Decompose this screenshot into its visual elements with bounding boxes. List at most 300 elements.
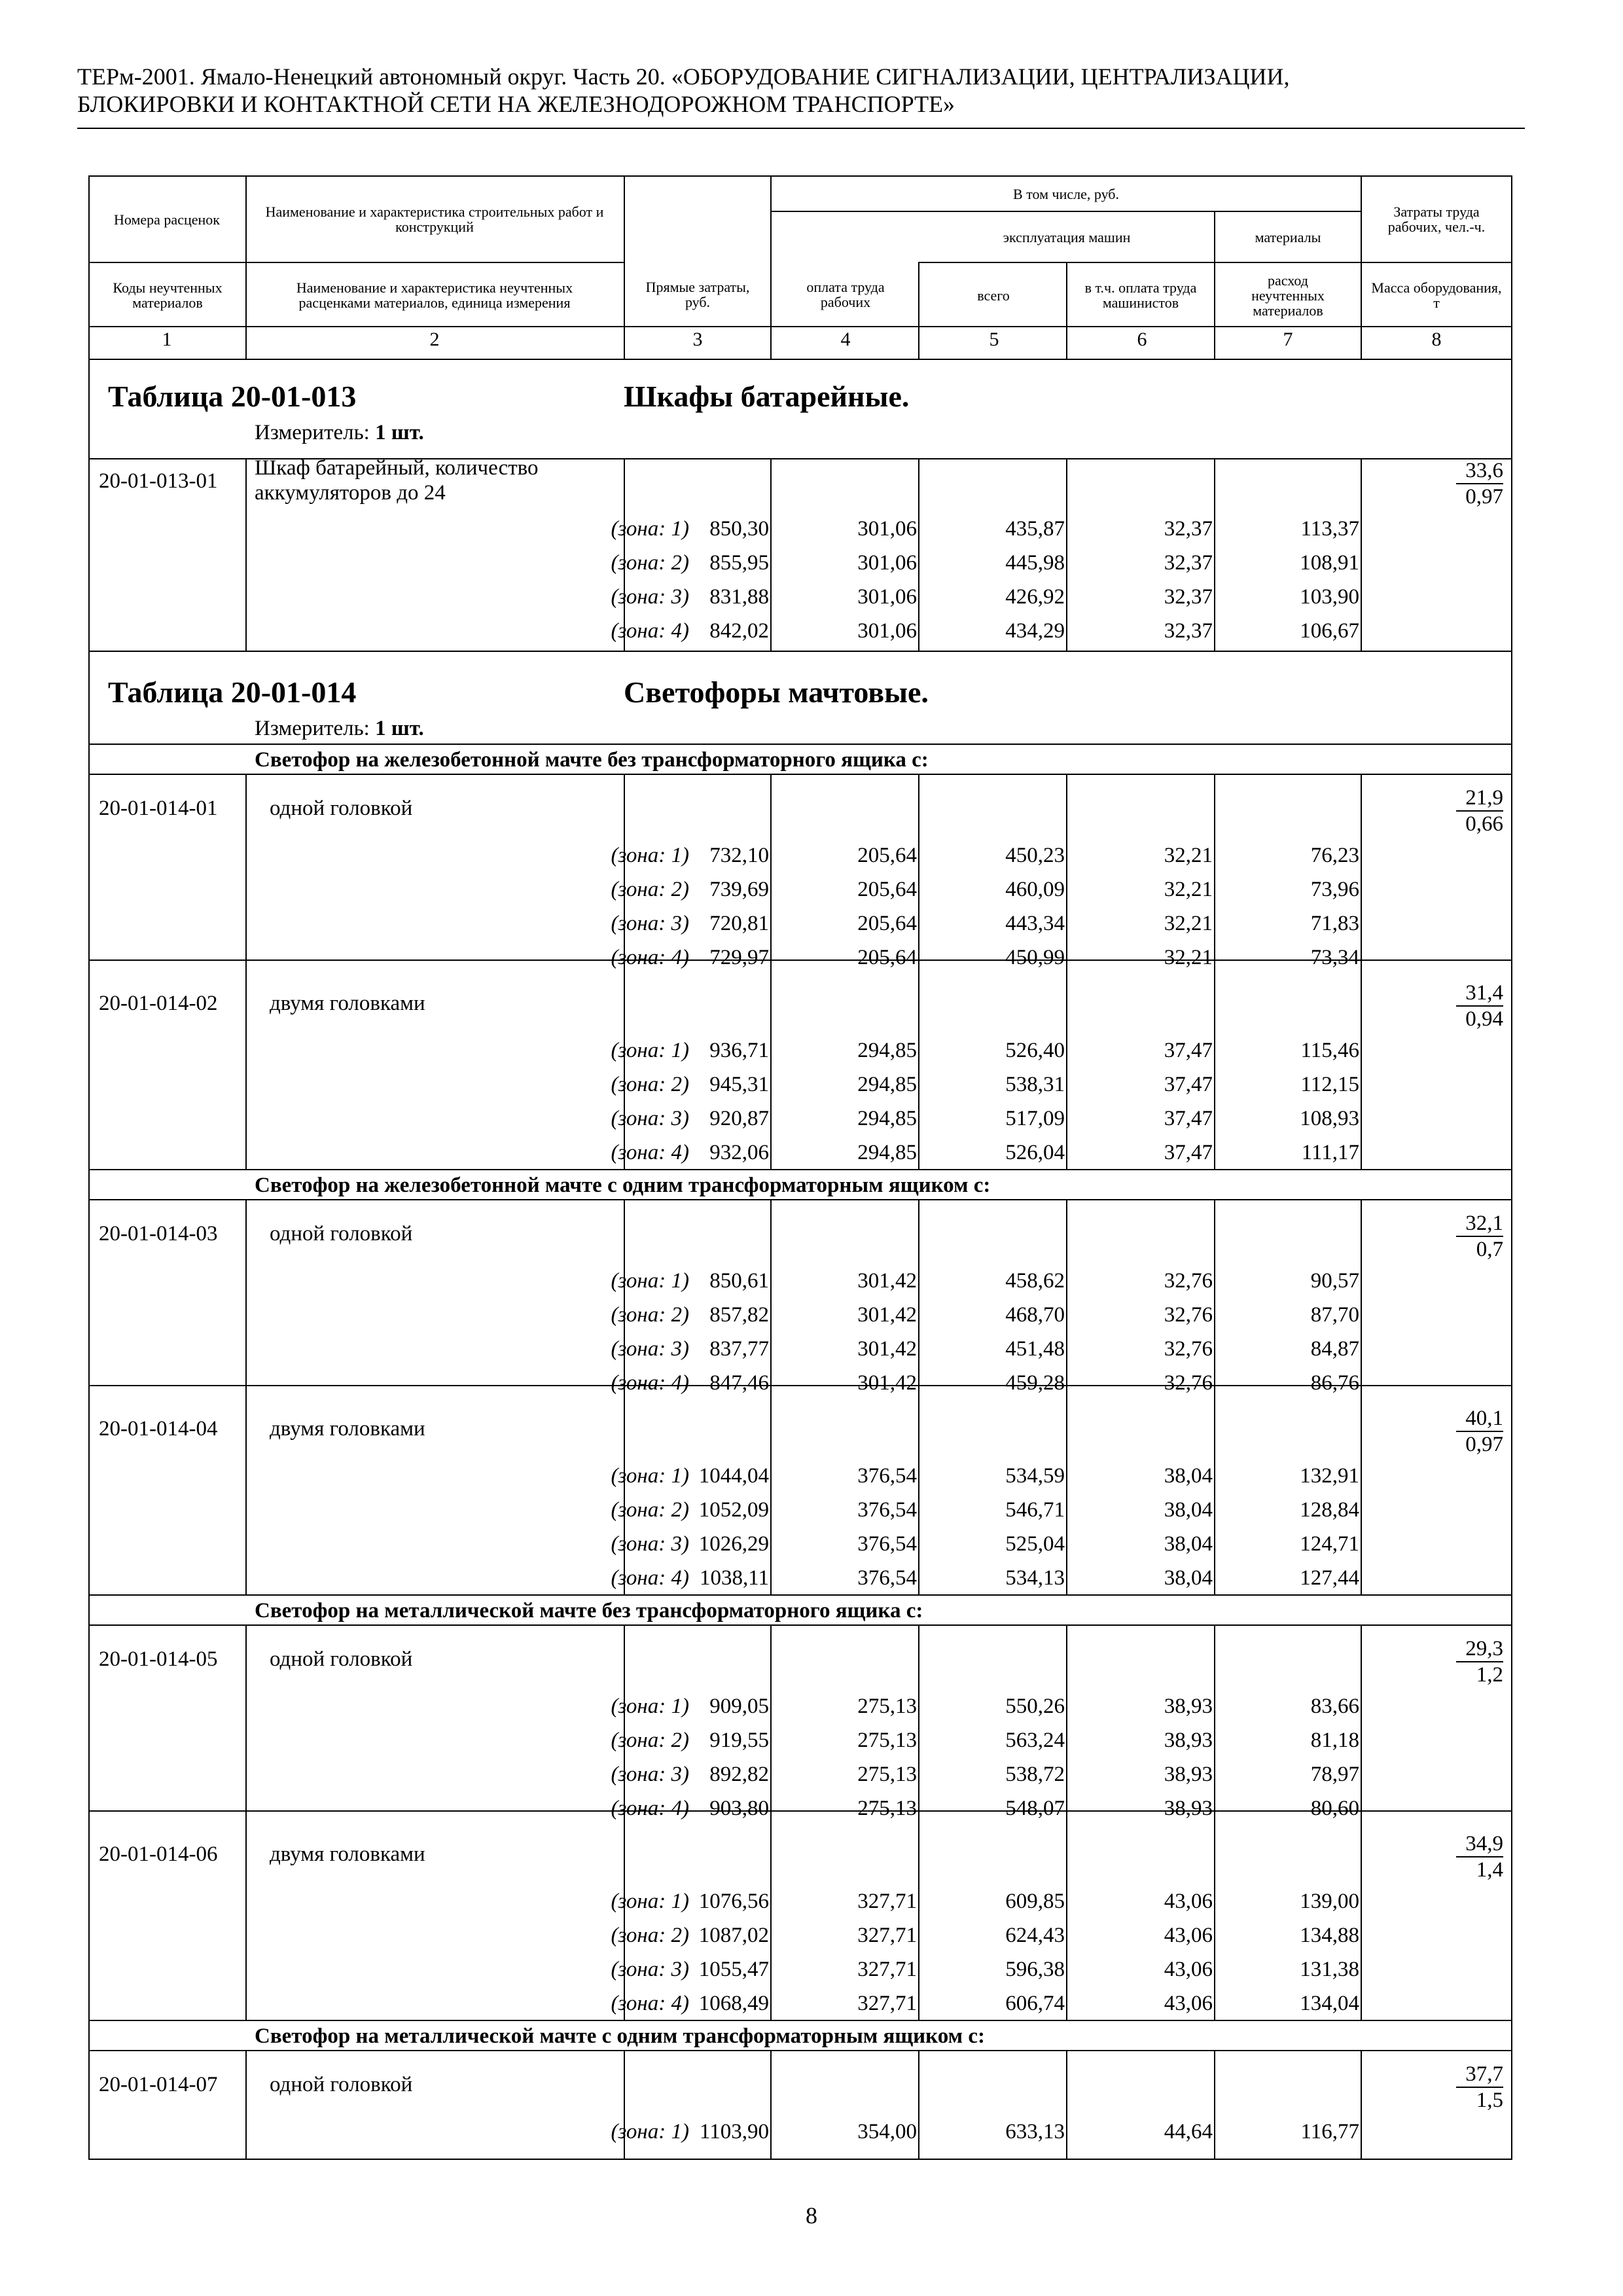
grid-hline: [90, 458, 1511, 459]
zone-label: (зона: 4): [611, 1141, 689, 1164]
value-machines: 633,13: [1005, 2120, 1065, 2144]
value-machines: 606,74: [1005, 1992, 1065, 2015]
value-machinist: 43,06: [1164, 1958, 1213, 1981]
value-direct: 920,87: [709, 1107, 769, 1130]
value-materials: 115,46: [1300, 1039, 1359, 1062]
value-direct: 1026,29: [698, 1532, 769, 1556]
value-materials: 86,76: [1310, 1371, 1359, 1395]
value-machines: 458,62: [1005, 1269, 1065, 1293]
value-wages: 301,42: [857, 1371, 917, 1395]
value-direct: 909,05: [709, 1695, 769, 1718]
rate-code: 20-01-014-07: [99, 2073, 218, 2096]
value-machinist: 38,93: [1164, 1797, 1213, 1820]
zone-label: (зона: 1): [611, 1464, 689, 1488]
value-materials: 84,87: [1310, 1337, 1359, 1361]
value-wages: 376,54: [857, 1498, 917, 1522]
grid-vline: [1361, 1199, 1362, 1385]
grid-vline: [1066, 458, 1067, 651]
grid-vline: [624, 1810, 625, 2020]
grid-hline: [90, 359, 1511, 360]
value-direct: 855,95: [709, 551, 769, 575]
col-number: 5: [989, 329, 999, 350]
value-materials: 113,37: [1300, 517, 1359, 541]
grid-vline: [624, 177, 625, 326]
zone-label: (зона: 1): [611, 2120, 689, 2144]
rate-name: Шкаф батарейный, количество: [255, 456, 539, 480]
grid-vline: [624, 960, 625, 1169]
grid-vline: [918, 458, 919, 651]
value-direct: 831,88: [709, 585, 769, 609]
grid-vline: [1066, 1199, 1067, 1385]
grid-hline: [90, 1594, 1511, 1596]
value-machines: 459,28: [1005, 1371, 1065, 1395]
labor-value: 40,1: [1456, 1406, 1503, 1432]
grid-vline: [918, 262, 919, 359]
grid-hline: [90, 744, 1511, 745]
labor-value: 34,9: [1456, 1831, 1503, 1857]
grid-hline: [90, 2020, 1511, 2021]
zone-label: (зона: 1): [611, 517, 689, 541]
value-direct: 1055,47: [698, 1958, 769, 1981]
mass-value: 0,7: [1476, 1238, 1503, 1261]
value-materials: 87,70: [1310, 1303, 1359, 1327]
zone-label: (зона: 3): [611, 1107, 689, 1130]
labor-mass-fraction: [1456, 980, 1503, 1031]
mass-value: 0,94: [1465, 1007, 1503, 1031]
grid-vline: [1214, 1810, 1215, 2020]
grid-vline: [1361, 1810, 1362, 2020]
value-materials: 111,17: [1301, 1141, 1359, 1164]
value-machines: 538,31: [1005, 1073, 1065, 1096]
rate-code: 20-01-013-01: [99, 469, 218, 493]
col-codes-header: Номера расценок: [114, 211, 220, 228]
value-machines: 426,92: [1005, 585, 1065, 609]
value-materials: 78,97: [1310, 1763, 1359, 1786]
value-wages: 294,85: [857, 1073, 917, 1096]
value-machinist: 32,37: [1164, 551, 1213, 575]
grid-vline: [770, 2050, 772, 2159]
value-machinist: 32,21: [1164, 946, 1213, 969]
value-direct: 945,31: [709, 1073, 769, 1096]
value-materials: 128,84: [1300, 1498, 1359, 1522]
value-wages: 205,64: [857, 912, 917, 935]
value-machines: 468,70: [1005, 1303, 1065, 1327]
value-materials: 103,90: [1300, 585, 1359, 609]
value-machines: 534,13: [1005, 1566, 1065, 1590]
value-direct: 1103,90: [699, 2120, 769, 2144]
grid-vline: [245, 1624, 247, 1810]
zone-label: (зона: 1): [611, 1269, 689, 1293]
value-wages: 301,06: [857, 585, 917, 609]
grid-hline: [90, 1624, 1511, 1626]
col-codes-unaccounted-header: Коды неучтенных материалов: [113, 279, 223, 311]
col-wages-header: оплата труда рабочих: [806, 279, 885, 310]
col-including-header: В том числе, руб.: [1013, 185, 1119, 202]
zone-label: (зона: 2): [611, 1073, 689, 1096]
measure-unit: Измеритель: 1 шт.: [255, 421, 424, 444]
value-wages: 376,54: [857, 1532, 917, 1556]
value-wages: 275,13: [857, 1763, 917, 1786]
value-wages: 301,42: [857, 1269, 917, 1293]
page-number: 8: [806, 2202, 817, 2229]
labor-mass-fraction: [1456, 1636, 1503, 1687]
value-wages: 301,06: [857, 517, 917, 541]
value-machinist: 38,04: [1164, 1532, 1213, 1556]
value-machinist: 43,06: [1164, 1924, 1213, 1947]
value-materials: 108,91: [1300, 551, 1359, 575]
value-machines: 546,71: [1005, 1498, 1065, 1522]
grid-vline: [918, 1385, 919, 1594]
grid-vline: [245, 2050, 247, 2159]
value-wages: 294,85: [857, 1141, 917, 1164]
value-wages: 327,71: [857, 1958, 917, 1981]
value-machines: 596,38: [1005, 1958, 1065, 1981]
zone-label: (зона: 3): [611, 1532, 689, 1556]
col-number: 6: [1137, 329, 1147, 350]
grid-vline: [1361, 1624, 1362, 1810]
value-materials: 73,34: [1310, 946, 1359, 969]
value-wages: 376,54: [857, 1464, 917, 1488]
value-machines: 434,29: [1005, 619, 1065, 643]
grid-vline: [770, 774, 772, 960]
grid-hline: [90, 1169, 1511, 1170]
grid-vline: [1361, 774, 1362, 960]
value-machinist: 32,76: [1164, 1337, 1213, 1361]
value-machinist: 43,06: [1164, 1992, 1213, 2015]
col-materials-unaccounted-header: расход неучтенных материалов: [1251, 272, 1325, 319]
value-wages: 205,64: [857, 946, 917, 969]
grid-vline: [1066, 1385, 1067, 1594]
value-wages: 376,54: [857, 1566, 917, 1590]
value-wages: 354,00: [857, 2120, 917, 2144]
grid-vline: [1214, 1199, 1215, 1385]
value-machinist: 38,93: [1164, 1695, 1213, 1718]
value-machinist: 32,21: [1164, 844, 1213, 867]
zone-label: (зона: 4): [611, 619, 689, 643]
section-heading: Светофор на железобетонной мачте без трансформаторного ящика с:: [255, 748, 929, 772]
value-materials: 73,96: [1310, 878, 1359, 901]
rate-name: одной головкой: [270, 1647, 413, 1671]
labor-value: 29,3: [1456, 1636, 1503, 1662]
rate-name: двумя головками: [270, 1842, 425, 1866]
value-machinist: 32,21: [1164, 878, 1213, 901]
grid-vline: [918, 1810, 919, 2020]
value-direct: 932,06: [709, 1141, 769, 1164]
value-wages: 327,71: [857, 1890, 917, 1913]
value-machinist: 38,93: [1164, 1763, 1213, 1786]
grid-vline: [770, 1810, 772, 2020]
value-materials: 124,71: [1300, 1532, 1359, 1556]
mass-value: 1,4: [1476, 1858, 1503, 1882]
value-direct: 720,81: [709, 912, 769, 935]
grid-hline: [1361, 262, 1511, 263]
value-materials: 127,44: [1300, 1566, 1359, 1590]
grid-vline: [245, 1199, 247, 1385]
col-number: 8: [1431, 329, 1442, 350]
value-direct: 857,82: [709, 1303, 769, 1327]
value-wages: 275,13: [857, 1695, 917, 1718]
value-wages: 275,13: [857, 1797, 917, 1820]
value-machinist: 37,47: [1164, 1039, 1213, 1062]
value-machines: 443,34: [1005, 912, 1065, 935]
table-name: Светофоры мачтовые.: [624, 675, 929, 709]
value-machines: 563,24: [1005, 1729, 1065, 1752]
value-materials: 106,67: [1300, 619, 1359, 643]
section-heading: Светофор на железобетонной мачте с одним трансформаторным ящиком с:: [255, 1174, 991, 1197]
col-name-header: Наименование и характеристика строительных работ и конструкций: [265, 204, 604, 235]
value-materials: 108,93: [1300, 1107, 1359, 1130]
col-number: 1: [162, 329, 172, 350]
rate-code: 20-01-014-02: [99, 992, 218, 1015]
value-direct: 919,55: [709, 1729, 769, 1752]
col-machines-total-header: всего: [977, 287, 1010, 304]
value-materials: 134,04: [1300, 1992, 1359, 2015]
grid-hline: [90, 960, 1511, 961]
section-heading: Светофор на металлической мачте без трансформаторного ящика с:: [255, 1599, 923, 1623]
labor-mass-fraction: [1456, 785, 1503, 836]
zone-label: (зона: 4): [611, 1992, 689, 2015]
value-machinist: 37,47: [1164, 1073, 1213, 1096]
value-wages: 275,13: [857, 1729, 917, 1752]
grid-hline: [247, 262, 624, 263]
labor-value: 32,1: [1456, 1211, 1503, 1237]
rate-code: 20-01-014-06: [99, 1842, 218, 1866]
zone-label: (зона: 4): [611, 1371, 689, 1395]
value-machines: 525,04: [1005, 1532, 1065, 1556]
grid-vline: [624, 326, 625, 359]
grid-vline: [245, 960, 247, 1169]
value-machines: 450,99: [1005, 946, 1065, 969]
value-machines: 451,48: [1005, 1337, 1065, 1361]
labor-value: 37,7: [1456, 2062, 1503, 2088]
col-number: 2: [429, 329, 440, 350]
labor-mass-fraction: [1456, 2062, 1503, 2113]
grid-hline: [90, 2050, 1511, 2051]
labor-mass-fraction: [1456, 1406, 1503, 1457]
labor-mass-fraction: [1456, 1831, 1503, 1882]
value-machines: 526,40: [1005, 1039, 1065, 1062]
value-wages: 301,42: [857, 1303, 917, 1327]
grid-vline: [918, 2050, 919, 2159]
grid-vline: [1214, 960, 1215, 1169]
table-name: Шкафы батарейные.: [624, 380, 910, 413]
labor-value: 21,9: [1456, 785, 1503, 812]
value-materials: 76,23: [1310, 844, 1359, 867]
col-direct-costs-header: Прямые затраты, руб.: [645, 279, 750, 310]
grid-vline: [624, 2050, 625, 2159]
value-wages: 294,85: [857, 1039, 917, 1062]
grid-vline: [918, 1199, 919, 1385]
value-machinist: 32,21: [1164, 912, 1213, 935]
value-machinist: 37,47: [1164, 1141, 1213, 1164]
zone-label: (зона: 3): [611, 912, 689, 935]
value-machinist: 32,37: [1164, 517, 1213, 541]
value-machines: 550,26: [1005, 1695, 1065, 1718]
labor-value: 33,6: [1456, 458, 1503, 484]
grid-vline: [1214, 2050, 1215, 2159]
grid-vline: [1361, 1385, 1362, 1594]
value-machines: 624,43: [1005, 1924, 1065, 1947]
value-direct: 842,02: [709, 619, 769, 643]
value-machinist: 37,47: [1164, 1107, 1213, 1130]
value-machinist: 38,04: [1164, 1498, 1213, 1522]
value-materials: 81,18: [1310, 1729, 1359, 1752]
value-machinist: 32,76: [1164, 1269, 1213, 1293]
value-machines: 526,04: [1005, 1141, 1065, 1164]
rate-name: одной головкой: [270, 1222, 413, 1246]
value-wages: 294,85: [857, 1107, 917, 1130]
rate-code: 20-01-014-04: [99, 1417, 218, 1441]
col-number: 3: [692, 329, 703, 350]
grid-vline: [1361, 2050, 1362, 2159]
zone-label: (зона: 2): [611, 878, 689, 901]
value-machines: 534,59: [1005, 1464, 1065, 1488]
grid-hline: [90, 326, 1511, 327]
grid-hline: [918, 262, 1361, 263]
value-direct: 1068,49: [698, 1992, 769, 2015]
grid-vline: [245, 1385, 247, 1594]
value-direct: 1044,04: [698, 1464, 769, 1488]
section-heading: Светофор на металлической мачте с одним трансформаторным ящиком с:: [255, 2024, 985, 2048]
measure-unit: Измеритель: 1 шт.: [255, 717, 424, 740]
value-direct: 1052,09: [698, 1498, 769, 1522]
labor-value: 31,4: [1456, 980, 1503, 1007]
value-direct: 850,30: [709, 517, 769, 541]
grid-hline: [90, 1385, 1511, 1386]
value-machinist: 43,06: [1164, 1890, 1213, 1913]
value-machinist: 38,93: [1164, 1729, 1213, 1752]
grid-vline: [918, 774, 919, 960]
value-machinist: 38,04: [1164, 1566, 1213, 1590]
grid-vline: [1361, 960, 1362, 1169]
rate-code: 20-01-014-03: [99, 1222, 218, 1246]
grid-vline: [1214, 774, 1215, 960]
value-wages: 327,71: [857, 1924, 917, 1947]
grid-vline: [1066, 1810, 1067, 2020]
value-machines: 445,98: [1005, 551, 1065, 575]
table-title: Таблица 20-01-013: [108, 380, 357, 413]
rate-code: 20-01-014-05: [99, 1647, 218, 1671]
grid-vline: [245, 774, 247, 960]
value-wages: 327,71: [857, 1992, 917, 2015]
grid-vline: [1361, 458, 1362, 651]
grid-vline: [770, 1199, 772, 1385]
value-direct: 1076,56: [698, 1890, 769, 1913]
value-machinist: 32,37: [1164, 585, 1213, 609]
value-machinist: 32,76: [1164, 1303, 1213, 1327]
col-machinist-wages-header: в т.ч. оплата труда машинистов: [1084, 279, 1197, 311]
page-header: [77, 63, 1520, 118]
grid-vline: [918, 960, 919, 1169]
grid-vline: [1066, 1624, 1067, 1810]
grid-vline: [918, 1624, 919, 1810]
zone-label: (зона: 4): [611, 1797, 689, 1820]
value-direct: 729,97: [709, 946, 769, 969]
grid-vline: [770, 458, 772, 651]
grid-vline: [624, 1199, 625, 1385]
value-materials: 139,00: [1300, 1890, 1359, 1913]
value-direct: 732,10: [709, 844, 769, 867]
rates-table: [88, 175, 1512, 2160]
col-number: 7: [1283, 329, 1293, 350]
grid-hline: [770, 211, 1361, 212]
grid-vline: [245, 177, 247, 326]
value-wages: 205,64: [857, 878, 917, 901]
value-direct: 739,69: [709, 878, 769, 901]
grid-vline: [245, 326, 247, 359]
value-direct: 837,77: [709, 1337, 769, 1361]
value-direct: 850,61: [709, 1269, 769, 1293]
value-machinist: 38,04: [1164, 1464, 1213, 1488]
zone-label: (зона: 3): [611, 1337, 689, 1361]
grid-vline: [624, 1385, 625, 1594]
mass-value: 1,5: [1476, 2089, 1503, 2112]
value-machines: 548,07: [1005, 1797, 1065, 1820]
value-machines: 609,85: [1005, 1890, 1065, 1913]
grid-vline: [624, 1624, 625, 1810]
zone-label: (зона: 1): [611, 1039, 689, 1062]
zone-label: (зона: 2): [611, 1498, 689, 1522]
rate-name: одной головкой: [270, 2073, 413, 2096]
value-machines: 435,87: [1005, 517, 1065, 541]
value-direct: 1038,11: [699, 1566, 769, 1590]
zone-label: (зона: 4): [611, 1566, 689, 1590]
grid-hline: [90, 1199, 1511, 1200]
value-wages: 301,06: [857, 551, 917, 575]
grid-vline: [1214, 1385, 1215, 1594]
grid-vline: [1066, 774, 1067, 960]
grid-vline: [1066, 262, 1067, 359]
rate-code: 20-01-014-01: [99, 797, 218, 820]
grid-hline: [90, 262, 245, 263]
zone-label: (зона: 2): [611, 1729, 689, 1752]
rate-name: двумя головками: [270, 992, 425, 1015]
grid-vline: [1214, 458, 1215, 651]
zone-label: (зона: 1): [611, 844, 689, 867]
header-line-2: БЛОКИРОВКИ И КОНТАКТНОЙ СЕТИ НА ЖЕЛЕЗНОДОРОЖНОМ ТРАНСПОРТЕ»: [77, 91, 955, 117]
col-number: 4: [840, 329, 851, 350]
value-wages: 301,06: [857, 619, 917, 643]
mass-value: 1,2: [1476, 1663, 1503, 1687]
grid-vline: [245, 1810, 247, 2020]
value-machines: 538,72: [1005, 1763, 1065, 1786]
col-mass-header: Масса оборудования, т: [1371, 279, 1502, 311]
value-materials: 134,88: [1300, 1924, 1359, 1947]
value-machinist: 44,64: [1164, 2120, 1213, 2144]
value-machines: 450,23: [1005, 844, 1065, 867]
zone-label: (зона: 4): [611, 946, 689, 969]
grid-vline: [770, 960, 772, 1169]
header-line-1: ТЕРм-2001. Ямало-Ненецкий автономный округ. Часть 20. «ОБОРУДОВАНИЕ СИГНАЛИЗАЦИИ, ЦЕНТРАЛИЗАЦИИ,: [77, 63, 1290, 90]
col-name-unaccounted-header: Наименование и характеристика неучтенных расценками материалов, единица измерения: [296, 279, 573, 311]
grid-hline: [90, 774, 1511, 775]
col-labor-header: Затраты труда рабочих, чел.-ч.: [1387, 204, 1486, 235]
zone-label: (зона: 2): [611, 551, 689, 575]
value-machines: 460,09: [1005, 878, 1065, 901]
value-materials: 132,91: [1300, 1464, 1359, 1488]
value-wages: 301,42: [857, 1337, 917, 1361]
value-machinist: 32,37: [1164, 619, 1213, 643]
zone-label: (зона: 1): [611, 1695, 689, 1718]
grid-vline: [1361, 177, 1362, 359]
zone-label: (зона: 3): [611, 1958, 689, 1981]
value-materials: 90,57: [1310, 1269, 1359, 1293]
grid-vline: [1214, 1624, 1215, 1810]
zone-label: (зона: 2): [611, 1303, 689, 1327]
zone-label: (зона: 3): [611, 1763, 689, 1786]
mass-value: 0,97: [1465, 485, 1503, 509]
rate-name: одной головкой: [270, 797, 413, 820]
